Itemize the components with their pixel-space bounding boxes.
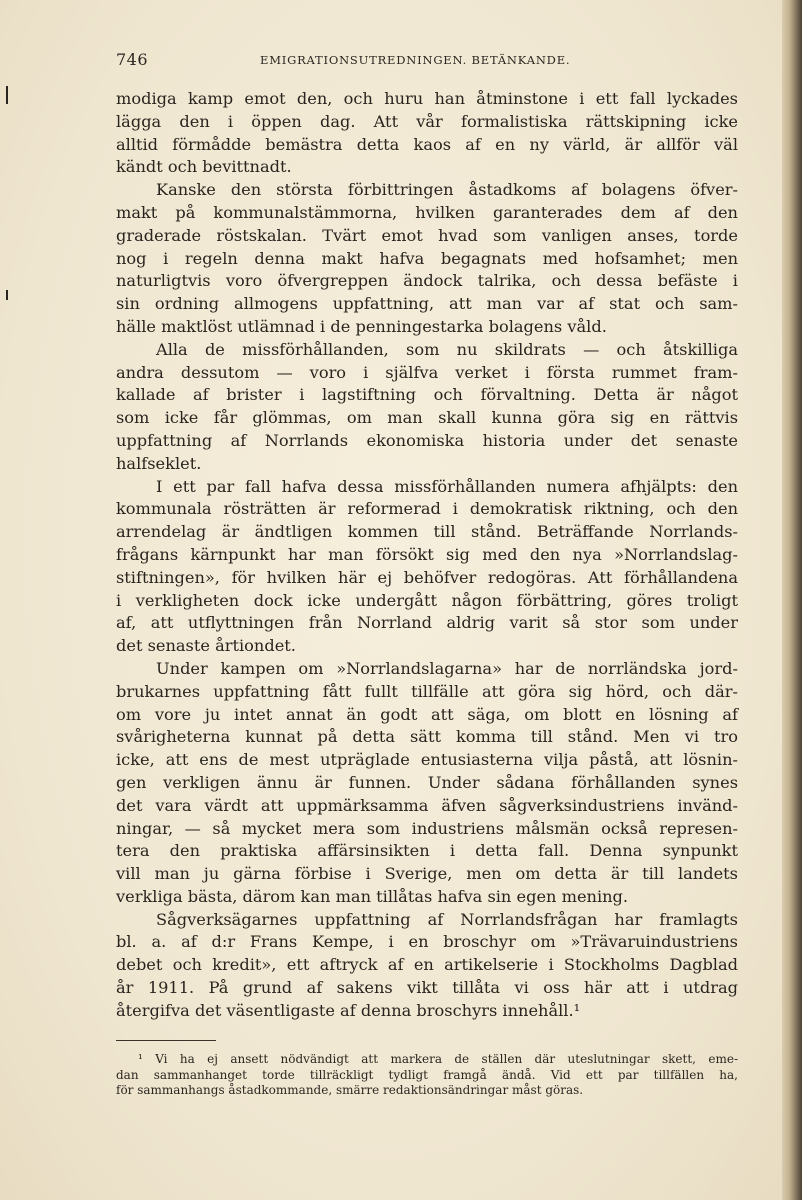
page-edge-shadow <box>782 0 802 1200</box>
text-line: svårigheterna kunnat på detta sätt komma till stånd. Men vi tro <box>116 727 738 747</box>
text-line: gen verkligen ännu är funnen. Under sådana förhållanden synes <box>116 772 738 792</box>
page-number: 746 <box>116 50 149 69</box>
margin-mark <box>6 290 8 300</box>
text-line: år 1911. På grund af sakens vikt tillåta vi oss här att i utdrag <box>116 978 738 998</box>
footnote-rule <box>116 1040 216 1041</box>
text-line: uppfattning af Norrlands ekonomiska historia under det senaste <box>116 430 738 450</box>
text-line: brukarnes uppfattning fått fullt tillfälle att göra sig hörd, och där- <box>116 681 738 701</box>
text-line: halfseklet. <box>116 453 202 473</box>
text-line: tera den praktiska affärsinsikten i detta fall. Denna synpunkt <box>116 841 738 861</box>
text-line: som icke får glömmas, om man skall kunna göra sig en rättvis <box>116 408 738 428</box>
text-line: om vore ju intet annat än godt att säga, om blott en lösning af <box>116 704 738 724</box>
text-line: nog i regeln denna makt hafva begagnats med hofsamhet; men <box>116 248 738 268</box>
text-line: frågans kärnpunkt har man försökt sig med den nya »Norrlandslag- <box>116 544 738 564</box>
text-line: ningar, — så mycket mera som industriens målsmän också represen- <box>116 818 738 838</box>
text-line: debet och kredit», ett aftryck af en artikelserie i Stockholms Dagblad <box>116 955 738 975</box>
text-line: det senaste årtiondet. <box>116 636 296 656</box>
text-line: Kanske den största förbittringen åstadkoms af bolagens öfver- <box>156 180 738 200</box>
text-line: det vara värdt att uppmärksamma äfven sågverksindustriens invänd- <box>116 795 738 815</box>
text-line: alltid förmådde bemästra detta kaos af en ny värld, är allför väl <box>116 134 738 154</box>
text-line: I ett par fall hafva dessa missförhållanden numera afhjälpts: den <box>156 476 738 496</box>
text-line: stiftningen», för hvilken här ej behöfver redogöras. Att förhållandena <box>116 567 738 587</box>
text-line: hälle maktlöst utlämnad i de penningestarka bolagens våld. <box>116 316 607 336</box>
text-line: sin ordning allmogens uppfattning, att man var af stat och sam- <box>116 294 738 314</box>
text-line: i verkligheten dock icke undergått någon förbättring, göres troligt <box>116 590 738 610</box>
text-line: graderade röstskalan. Tvärt emot hvad som vanligen anses, torde <box>116 225 738 245</box>
page-header <box>116 50 736 70</box>
text-line: af, att utflyttningen från Norrland aldrig varit så stor som under <box>116 613 738 633</box>
text-line: bl. a. af d:r Frans Kempe, i en broschyr om »Trävaruindustriens <box>116 932 738 952</box>
text-line: makt på kommunalstämmorna, hvilken garanterades dem af den <box>116 202 738 222</box>
text-line: Alla de missförhållanden, som nu skildrats — och åtskilliga <box>156 339 738 359</box>
running-head: EMIGRATIONSUTREDNINGEN. BETÄNKANDE. <box>260 53 571 67</box>
margin-mark <box>6 86 8 104</box>
text-line: Sågverksägarnes uppfattning af Norrlandsfrågan har framlagts <box>156 909 738 929</box>
text-line: vill man ju gärna förbise i Sverige, men om detta är till landets <box>116 864 738 884</box>
text-line: verkliga bästa, därom kan man tillåtas hafva sin egen mening. <box>116 886 629 906</box>
text-line: lägga den i öppen dag. Att vår formalistiska rättskipning icke <box>116 111 738 131</box>
footnote-line: ¹ Vi ha ej ansett nödvändigt att markera de ställen där uteslutningar skett, eme- <box>138 1052 738 1066</box>
text-line: modiga kamp emot den, och huru han åtminstone i ett fall lyckades <box>116 89 738 108</box>
text-line: kommunala rösträtten är reformerad i demokratisk riktning, och den <box>116 499 738 519</box>
text-line: återgifva det väsentligaste af denna broschyrs innehåll.¹ <box>116 1000 581 1020</box>
footnote-line: dan sammanhanget torde tillräckligt tydligt framgå ändå. Vid ett par tillfällen ha, <box>116 1067 738 1082</box>
text-line: arrendelag är ändtligen kommen till stånd. Beträffande Norrlands- <box>116 522 738 542</box>
footnote-line: för sammanhangs åstadkommande, smärre redaktionsändringar måst göras. <box>116 1083 584 1097</box>
text-line: kändt och bevittnadt. <box>116 157 292 177</box>
text-line: naturligtvis voro öfvergreppen ändock talrika, och dessa befäste i <box>116 271 738 291</box>
body-text <box>116 88 738 1023</box>
text-line: icke, att ens de mest utpräglade entusiasterna vilja påstå, att lösnin- <box>116 750 738 770</box>
text-line: kallade af brister i lagstiftning och förvaltning. Detta är något <box>116 385 738 405</box>
text-line: andra dessutom — voro i själfva verket i första rummet fram- <box>116 362 738 382</box>
footnotes <box>116 1052 738 1099</box>
text-line: Under kampen om »Norrlandslagarna» har de norrländska jord- <box>156 658 738 678</box>
